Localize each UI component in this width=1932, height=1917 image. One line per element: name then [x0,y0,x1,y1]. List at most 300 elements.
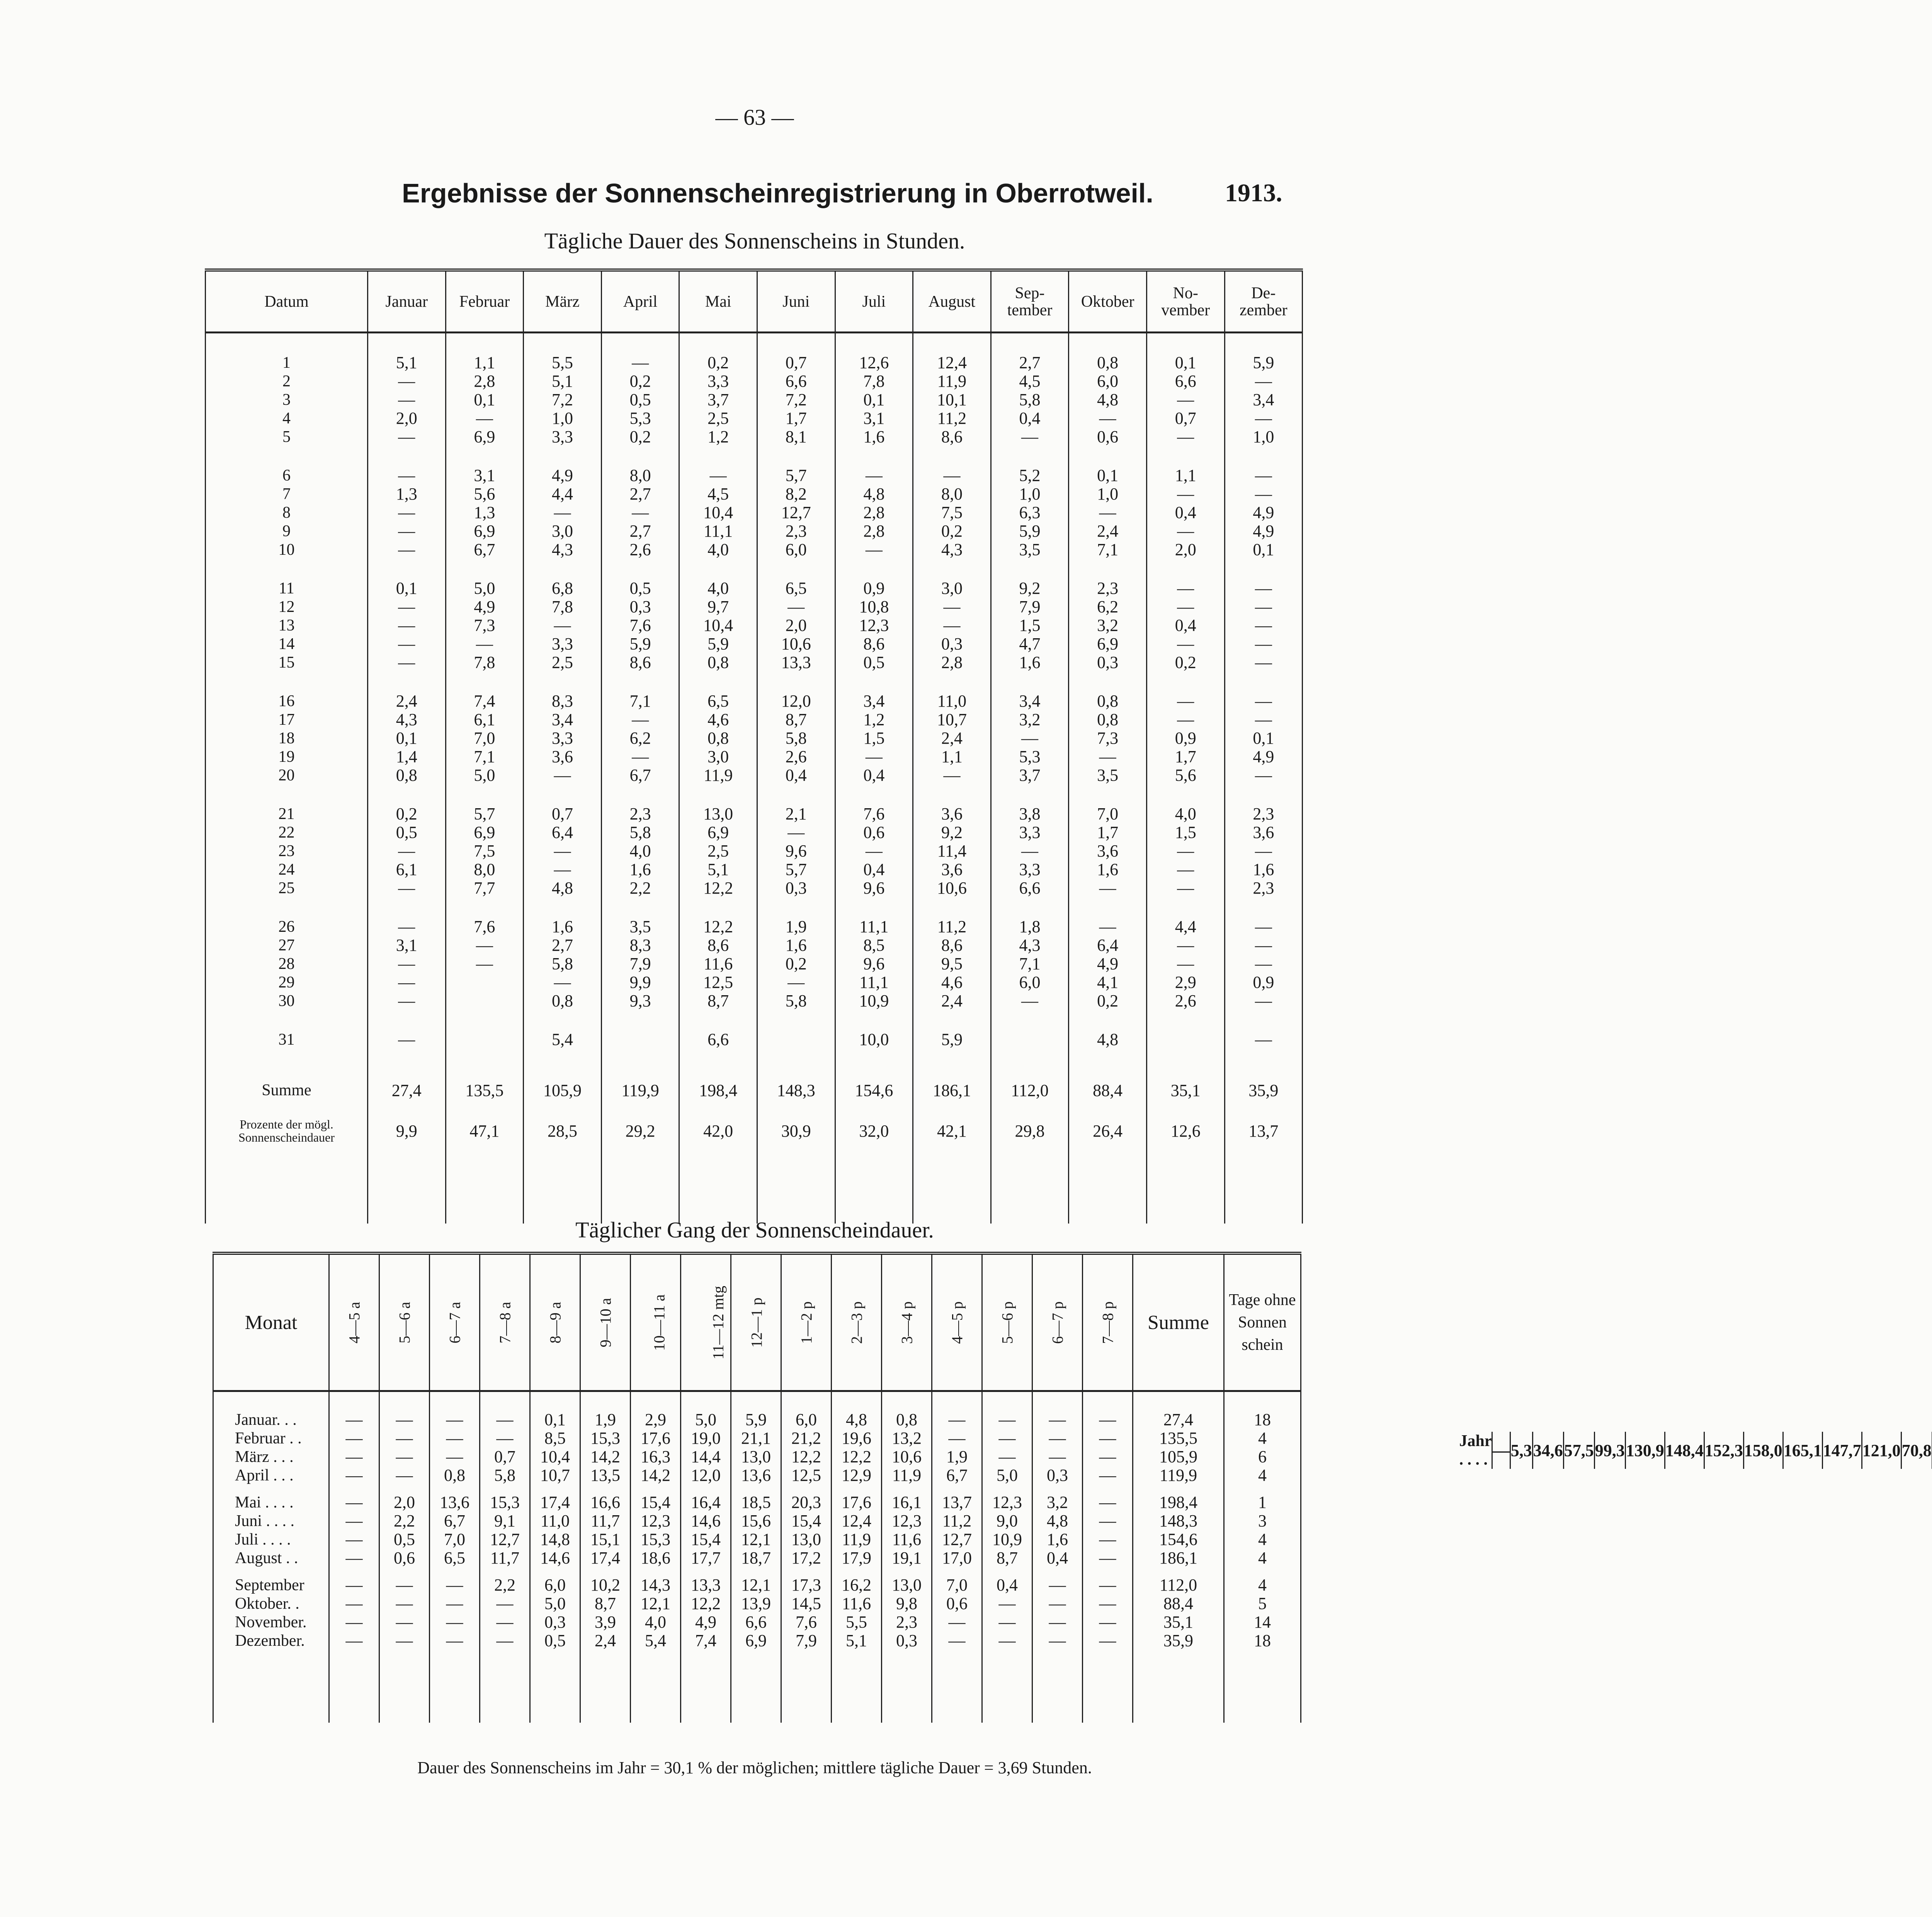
spacer-cell [757,897,835,918]
spacer-cell [679,1049,757,1069]
spacer-cell [835,559,913,579]
value-cell: — [757,823,835,842]
value-cell: — [1083,1448,1133,1466]
value-cell: 10,6 [757,635,835,653]
value-cell: 5,4 [524,1030,602,1049]
value-cell: 7,1 [1069,540,1147,559]
value-cell: 7,0 [430,1530,480,1549]
table-row [206,692,1303,710]
value-cell: 8,0 [601,466,679,485]
value-cell: 10,7 [913,710,991,729]
table-row [213,1512,1301,1530]
day-cell: 11 [279,580,294,597]
value-cell: — [329,1613,379,1631]
value-cell: — [524,860,602,879]
value-cell: — [932,1429,982,1448]
value-cell: 11,2 [932,1512,982,1530]
value-cell: 5,9 [913,1030,991,1049]
value-cell: 2,4 [913,729,991,748]
value-cell: 3,8 [991,805,1069,823]
value-cell: — [524,616,602,635]
spacer-cell [480,1669,530,1723]
value-cell: 1,6 [991,653,1069,672]
value-cell: — [329,1530,379,1549]
day-cell: 5 [282,428,291,446]
value-cell: 1,6 [757,936,835,955]
value-cell: 15,1 [580,1530,631,1549]
value-cell: 12,2 [679,879,757,897]
value-cell: 6,1 [446,710,524,729]
value-cell: — [1069,879,1147,897]
table-row [213,1549,1301,1567]
value-cell: 119,9 [1133,1466,1224,1485]
value-cell: 4,8 [1069,1030,1147,1049]
spacer-cell [1133,1669,1224,1723]
value-cell: 17,7 [681,1549,731,1567]
spacer-cell [1224,1567,1301,1576]
value-cell: 0,8 [524,992,602,1010]
spacer-cell [379,1485,430,1493]
column-header-date: Datum [206,270,368,333]
spacer-cell [580,1650,631,1669]
spacer-cell [832,1567,882,1576]
sum-cell: 186,1 [913,1069,991,1111]
spacer-cell [601,672,679,692]
column-header-hour [932,1253,982,1391]
value-cell [446,992,524,1010]
value-cell: 2,3 [1069,579,1147,598]
spacer-cell [932,1650,982,1669]
value-cell: 0,1 [368,729,446,748]
annual-summary-note: Dauer des Sonnenscheins im Jahr = 30,1 % der möglichen; mittlere tägliche Dauer = 3,69 Stunden. [417,1758,1092,1777]
value-cell: — [368,842,446,860]
value-cell: — [1069,409,1147,428]
spacer-cell [631,1485,681,1493]
value-cell: — [1146,936,1225,955]
value-cell: 15,4 [681,1530,731,1549]
value-cell: 0,8 [1069,710,1147,729]
spacer-cell [601,333,679,354]
value-cell: 0,8 [368,766,446,785]
value-cell: 1,2 [679,428,757,446]
sum-cell: 198,4 [679,1069,757,1111]
spacer-cell [835,672,913,692]
value-cell: — [1083,1530,1133,1549]
value-cell: 17,0 [932,1549,982,1567]
value-cell: — [757,973,835,992]
table-row [206,616,1303,635]
day-cell: 26 [278,918,295,936]
value-cell: 7,4 [681,1631,731,1650]
value-cell: 17,4 [530,1493,580,1512]
year-cell: 5,3 [1510,1432,1532,1469]
value-cell: 6,5 [679,692,757,710]
value-cell: 2,6 [757,748,835,766]
spacer-cell [601,446,679,466]
spacer-cell [982,1650,1032,1669]
spacer-cell [379,1669,430,1723]
value-cell: 3,6 [913,860,991,879]
value-cell: 8,2 [757,485,835,503]
value-cell: 4,6 [913,973,991,992]
spacer-cell [1225,1150,1303,1224]
column-header-month: März [524,270,602,333]
table2-caption: Täglicher Gang der Sonnenscheindauer. [575,1217,934,1242]
value-cell: 1,9 [580,1411,631,1429]
value-cell: — [1146,522,1225,540]
value-cell: 12,2 [781,1448,832,1466]
spacer-cell [601,785,679,805]
value-cell: 11,1 [679,522,757,540]
spacer-cell [206,672,368,692]
value-cell: 6,0 [991,973,1069,992]
value-cell: — [932,1411,982,1429]
value-cell: — [368,879,446,897]
hour-label: 2—3 p [848,1301,865,1344]
spacer-cell [1133,1650,1224,1669]
value-cell: 5,9 [731,1411,781,1429]
sum-cell: 148,3 [757,1069,835,1111]
value-cell: 3,3 [524,428,602,446]
column-header-hour [1083,1253,1133,1391]
spacer-cell [932,1669,982,1723]
spacer-cell [379,1391,430,1411]
value-cell: — [1083,1411,1133,1429]
value-cell: — [1225,710,1303,729]
value-cell: 17,3 [781,1576,832,1594]
spacer-cell [835,1010,913,1030]
value-cell: — [835,466,913,485]
value-cell: 5,9 [679,635,757,653]
table-row [206,485,1303,503]
value-cell: — [601,353,679,372]
month-cell: Dezember. [235,1632,305,1650]
spacer-cell [329,1391,379,1411]
value-cell: 17,6 [832,1493,882,1512]
value-cell: 3,5 [1069,766,1147,785]
spacer-cell [1225,1049,1303,1069]
spacer-cell [913,1010,991,1030]
value-cell: 7,0 [932,1576,982,1594]
value-cell: 3,0 [913,579,991,598]
spacer-cell [731,1391,781,1411]
value-cell: 27,4 [1133,1411,1224,1429]
value-cell: 0,4 [835,766,913,785]
value-cell: 12,9 [832,1466,882,1485]
spacer-cell [679,672,757,692]
table-row [206,522,1303,540]
value-cell: 5,8 [524,955,602,973]
spacer-cell [446,1049,524,1069]
value-cell: 14,2 [580,1448,631,1466]
spacer-cell [991,333,1069,354]
spacer-cell [1225,672,1303,692]
value-cell: — [1032,1631,1083,1650]
value-cell: 5,0 [446,579,524,598]
value-cell: 19,6 [832,1429,882,1448]
hour-label: 9—10 a [597,1298,614,1347]
value-cell: 1,1 [1146,466,1225,485]
spacer-row [213,1485,1301,1493]
value-cell: 4 [1224,1530,1301,1549]
hour-label: 6—7 p [1049,1301,1066,1344]
month-cell: Juni . . . . [235,1512,295,1530]
spacer-cell [368,446,446,466]
spacer-row [213,1650,1301,1669]
column-header-hour [430,1253,480,1391]
table-row [206,409,1303,428]
value-cell: 2,7 [524,936,602,955]
table-row [206,428,1303,446]
spacer-cell [1083,1391,1133,1411]
spacer-cell [329,1485,379,1493]
spacer-cell [446,785,524,805]
value-cell: 9,6 [835,879,913,897]
column-header-sum: Summe [1133,1253,1224,1391]
spacer-cell [213,1650,329,1669]
value-cell: 1,6 [1069,860,1147,879]
value-cell: 0,8 [679,729,757,748]
value-cell: 3,4 [835,692,913,710]
year-total-row [1438,1432,1932,1469]
value-cell: 12,3 [982,1493,1032,1512]
value-cell: 6,9 [731,1631,781,1650]
spacer-cell [679,1150,757,1224]
year-cell: 158,0 [1743,1432,1783,1469]
spacer-cell [446,1150,524,1224]
spacer-cell [524,672,602,692]
column-header-month: August [913,270,991,333]
value-cell: 9,7 [679,598,757,616]
value-cell: 6 [1224,1448,1301,1466]
spacer-cell [1146,897,1225,918]
spacer-cell [480,1650,530,1669]
value-cell: 4,7 [991,635,1069,653]
table-row [213,1594,1301,1613]
value-cell: 6,2 [1069,598,1147,616]
value-cell: 0,1 [1225,540,1303,559]
value-cell: 10,7 [530,1466,580,1485]
value-cell: — [524,766,602,785]
value-cell: 6,8 [524,579,602,598]
value-cell: — [368,1030,446,1049]
value-cell: — [1146,842,1225,860]
value-cell: 6,0 [781,1411,832,1429]
value-cell: 8,0 [913,485,991,503]
column-header-hour [832,1253,882,1391]
spacer-cell [781,1391,832,1411]
spacer-cell [580,1567,631,1576]
spacer-cell [832,1391,882,1411]
day-cell: 14 [278,635,295,653]
value-cell: 11,9 [913,372,991,391]
column-header-month: Oktober [1069,270,1147,333]
value-cell: 6,4 [524,823,602,842]
value-cell: 8,6 [913,936,991,955]
spacer-cell [601,559,679,579]
day-cell: 25 [278,879,295,897]
value-cell: 5,8 [991,391,1069,409]
table-row [213,1429,1301,1448]
spacer-cell [631,1650,681,1669]
spacer-row [213,1669,1301,1723]
spacer-cell [206,1049,368,1069]
value-cell: 0,3 [757,879,835,897]
value-cell: — [1146,710,1225,729]
value-cell: 4 [1224,1429,1301,1448]
value-cell: 3,3 [991,860,1069,879]
value-cell: 0,3 [530,1613,580,1631]
value-cell: 198,4 [1133,1493,1224,1512]
value-cell: 11,7 [480,1549,530,1567]
value-cell: 0,4 [982,1576,1032,1594]
value-cell: 2,6 [601,540,679,559]
spacer-row [206,1010,1303,1030]
value-cell: 0,9 [835,579,913,598]
value-cell: — [1146,391,1225,409]
spacer-cell [991,1010,1069,1030]
value-cell: 9,2 [991,579,1069,598]
value-cell: 0,5 [379,1530,430,1549]
percent-label: Prozente der mögl. Sonnenscheindauer [238,1117,335,1144]
year-cell: 34,6 [1532,1432,1563,1469]
spacer-cell [679,333,757,354]
table-row [206,823,1303,842]
spacer-cell [206,785,368,805]
month-cell: Juli . . . . [235,1531,291,1548]
value-cell: 7,1 [601,692,679,710]
value-cell: 3,0 [679,748,757,766]
spacer-cell [832,1485,882,1493]
spacer-cell [1083,1485,1133,1493]
value-cell: 3,3 [524,635,602,653]
value-cell: 14,3 [631,1576,681,1594]
spacer-cell [1032,1567,1083,1576]
value-cell: 7,9 [991,598,1069,616]
value-cell: 15,4 [781,1512,832,1530]
table-row [206,503,1303,522]
spacer-cell [835,333,913,354]
table-row [213,1466,1301,1485]
value-cell: — [1083,1429,1133,1448]
value-cell: 3 [1224,1512,1301,1530]
spacer-cell [368,785,446,805]
column-header-hour [379,1253,430,1391]
value-cell: 6,6 [731,1613,781,1631]
column-header-month: Sep- tember [991,270,1069,333]
month-cell: Oktober. . [235,1595,299,1613]
column-header-hour [731,1253,781,1391]
value-cell: 7,8 [524,598,602,616]
value-cell: 16,2 [832,1576,882,1594]
value-cell: 1,4 [368,748,446,766]
spacer-cell [1146,672,1225,692]
spacer-cell [206,1150,368,1224]
spacer-cell [913,785,991,805]
value-cell: — [379,1631,430,1650]
value-cell: — [1032,1429,1083,1448]
value-cell: 20,3 [781,1493,832,1512]
table1-header-row [206,270,1303,333]
value-cell: 17,4 [580,1549,631,1567]
value-cell: 5,6 [1146,766,1225,785]
value-cell: 3,9 [580,1613,631,1631]
spacer-cell [213,1391,329,1411]
hour-label: 4—5 a [345,1302,363,1343]
table-row [206,860,1303,879]
spacer-cell [781,1485,832,1493]
spacer-cell [1146,1150,1225,1224]
value-cell: 4,8 [832,1411,882,1429]
spacer-cell [1224,1391,1301,1411]
value-cell: 2,3 [757,522,835,540]
value-cell: 5 [1224,1594,1301,1613]
page-number: — 63 — [715,105,794,130]
value-cell: 12,6 [835,353,913,372]
value-cell: — [913,616,991,635]
hour-label: 12—1 p [748,1297,765,1348]
value-cell: 15,6 [731,1512,781,1530]
value-cell: — [601,748,679,766]
value-cell: — [601,710,679,729]
value-cell: 14,6 [530,1549,580,1567]
value-cell: — [1032,1448,1083,1466]
spacer-cell [679,897,757,918]
percent-cell: 29,8 [991,1111,1069,1150]
value-cell: 18,6 [631,1549,681,1567]
value-cell: 5,1 [832,1631,882,1650]
value-cell: 2,2 [379,1512,430,1530]
value-cell: 4,9 [1225,522,1303,540]
spacer-cell [1133,1567,1224,1576]
value-cell: 5,0 [681,1411,731,1429]
day-cell: 7 [282,485,291,503]
month-cell: August . . [235,1549,298,1567]
value-cell: 7,1 [446,748,524,766]
value-cell: 19,1 [882,1549,932,1567]
spacer-cell [1083,1650,1133,1669]
value-cell: — [446,635,524,653]
sum-cell: 105,9 [524,1069,602,1111]
value-cell: 2,4 [913,992,991,1010]
percent-cell: 42,0 [679,1111,757,1150]
value-cell: 11,2 [913,409,991,428]
table-row [213,1411,1301,1429]
value-cell [1146,1030,1225,1049]
value-cell: 11,6 [832,1594,882,1613]
value-cell: 18,7 [731,1549,781,1567]
value-cell: — [1083,1631,1133,1650]
value-cell: 0,1 [835,391,913,409]
value-cell: 4,0 [1146,805,1225,823]
value-cell: — [329,1631,379,1650]
spacer-cell [213,1669,329,1723]
value-cell: 18,5 [731,1493,781,1512]
table-row [206,842,1303,860]
value-cell: 13,9 [731,1594,781,1613]
spacer-cell [368,1150,446,1224]
value-cell: 4,9 [681,1613,731,1631]
value-cell: — [379,1613,430,1631]
value-cell: — [1069,503,1147,522]
value-cell: 1,6 [835,428,913,446]
value-cell: — [368,428,446,446]
value-cell: 10,6 [882,1448,932,1466]
table-row [213,1493,1301,1512]
spacer-cell [681,1669,731,1723]
day-cell: 18 [278,729,295,747]
spacer-cell [601,1010,679,1030]
